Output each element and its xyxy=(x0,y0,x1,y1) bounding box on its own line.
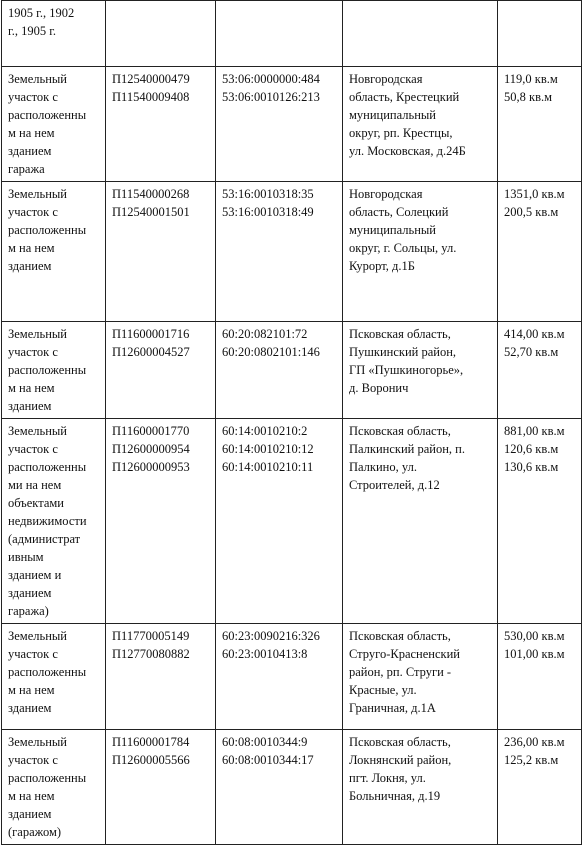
object-name-line: ми на нем xyxy=(8,478,62,492)
object-name-line: ивным xyxy=(8,550,44,564)
address-line: округ, рп. Крестцы, xyxy=(349,126,453,140)
address-line: ГП «Пушкиногорье», xyxy=(349,363,464,377)
object-name-line: зданием xyxy=(8,586,52,600)
cadastral-number-line: 60:20:082101:72 xyxy=(222,327,308,341)
cadastral-number-line: 60:08:0010344:17 xyxy=(222,753,314,767)
area-line: 130,6 кв.м xyxy=(504,460,559,474)
object-name-line: зданием xyxy=(8,807,52,821)
area-line: 200,5 кв.м xyxy=(504,205,559,219)
cadastral-number-cell xyxy=(216,67,343,182)
object-name-line: м на нем xyxy=(8,126,55,140)
object-name-line: участок с xyxy=(8,753,58,767)
object-name-line: м на нем xyxy=(8,381,55,395)
area-line: 52,70 кв.м xyxy=(504,345,559,359)
address-line: область, Солецкий xyxy=(349,205,449,219)
table-row xyxy=(2,419,582,624)
object-name-line: гаража xyxy=(8,162,45,176)
object-name-line: расположенны xyxy=(8,223,87,237)
object-id-cell xyxy=(106,1,216,67)
object-name-line: расположенны xyxy=(8,460,87,474)
address-line: Локнянский район, xyxy=(349,753,452,767)
cadastral-number-line: 60:23:0010413:8 xyxy=(222,647,308,661)
object-name-line: 1905 г., 1902 xyxy=(8,6,75,20)
address-line: ул. Московская, д.24Б xyxy=(349,144,466,158)
cadastral-number-line: 60:23:0090216:326 xyxy=(222,629,320,643)
table-row xyxy=(2,730,582,845)
table-row xyxy=(2,182,582,322)
area-cell xyxy=(498,624,582,730)
object-id-line: П11540000268 xyxy=(112,187,190,201)
area-cell xyxy=(498,322,582,419)
table-row xyxy=(2,322,582,419)
object-name-line: участок с xyxy=(8,647,58,661)
object-name-line: зданием xyxy=(8,144,52,158)
object-name-line: расположенны xyxy=(8,771,87,785)
object-name-line: участок с xyxy=(8,442,58,456)
address-cell xyxy=(343,1,498,67)
address-cell xyxy=(343,624,498,730)
cadastral-number-line: 60:14:0010210:2 xyxy=(222,424,308,438)
address-line: Псковская область, xyxy=(349,424,451,438)
area-cell xyxy=(498,419,582,624)
area-line: 236,00 кв.м xyxy=(504,735,565,749)
address-line: муниципальный xyxy=(349,108,436,122)
object-name-line: зданием xyxy=(8,701,52,715)
cadastral-number-cell xyxy=(216,182,343,322)
object-id-line: П11540009408 xyxy=(112,90,190,104)
object-name-line: недвижимости xyxy=(8,514,87,528)
object-name-line: зданием xyxy=(8,259,52,273)
table-row xyxy=(2,1,582,67)
object-id-line: П12540001501 xyxy=(112,205,190,219)
area-line: 119,0 кв.м xyxy=(504,72,558,86)
object-id-line: П12600000954 xyxy=(112,442,190,456)
area-cell xyxy=(498,1,582,67)
address-line: Струго-Красненский xyxy=(349,647,460,661)
cadastral-number-cell xyxy=(216,322,343,419)
cadastral-number-cell xyxy=(216,1,343,67)
address-line: Курорт, д.1Б xyxy=(349,259,415,273)
area-line: 125,2 кв.м xyxy=(504,753,559,767)
cadastral-number-cell xyxy=(216,624,343,730)
object-name-line: м на нем xyxy=(8,683,55,697)
address-line: Граничная, д.1А xyxy=(349,701,436,715)
area-line: 50,8 кв.м xyxy=(504,90,553,104)
object-name-line: (гаражом) xyxy=(8,825,62,839)
object-name-cell xyxy=(2,624,106,730)
address-line: Пушкинский район, xyxy=(349,345,457,359)
object-id-cell xyxy=(106,182,216,322)
object-id-cell xyxy=(106,419,216,624)
address-line: район, рп. Струги - xyxy=(349,665,452,679)
cadastral-number-line: 60:14:0010210:12 xyxy=(222,442,314,456)
object-name-line: Земельный xyxy=(8,72,67,86)
cadastral-number-line: 53:06:0010126:213 xyxy=(222,90,320,104)
object-name-line: участок с xyxy=(8,205,58,219)
object-id-line: П12770080882 xyxy=(112,647,190,661)
object-id-cell xyxy=(106,67,216,182)
address-line: Строителей, д.12 xyxy=(349,478,440,492)
address-line: пгт. Локня, ул. xyxy=(349,771,426,785)
address-line: Палкино, ул. xyxy=(349,460,417,474)
cadastral-number-line: 60:08:0010344:9 xyxy=(222,735,308,749)
property-table-body xyxy=(2,1,582,845)
object-name-line: Земельный xyxy=(8,735,67,749)
area-line: 101,00 кв.м xyxy=(504,647,565,661)
object-name-line: участок с xyxy=(8,90,58,104)
address-line: Красные, ул. xyxy=(349,683,417,697)
object-id-line: П12600004527 xyxy=(112,345,190,359)
area-line: 881,00 кв.м xyxy=(504,424,565,438)
address-line: д. Воронич xyxy=(349,381,409,395)
address-cell xyxy=(343,419,498,624)
address-cell xyxy=(343,67,498,182)
cadastral-number-line: 53:16:0010318:35 xyxy=(222,187,314,201)
object-name-line: зданием и xyxy=(8,568,62,582)
object-id-cell xyxy=(106,322,216,419)
object-name-line: Земельный xyxy=(8,187,67,201)
cadastral-number-cell xyxy=(216,730,343,845)
object-name-line: г., 1905 г. xyxy=(8,24,57,38)
object-name-line: м на нем xyxy=(8,241,55,255)
cadastral-number-line: 60:14:0010210:11 xyxy=(222,460,314,474)
object-name-line: расположенны xyxy=(8,665,87,679)
object-id-line: П11600001716 xyxy=(112,327,190,341)
object-name-cell xyxy=(2,1,106,67)
address-line: Псковская область, xyxy=(349,629,451,643)
address-line: Новгородская xyxy=(349,187,423,201)
area-cell xyxy=(498,182,582,322)
object-id-cell xyxy=(106,624,216,730)
address-cell xyxy=(343,730,498,845)
object-name-cell xyxy=(2,67,106,182)
address-line: округ, г. Сольцы, ул. xyxy=(349,241,457,255)
object-id-cell xyxy=(106,730,216,845)
object-id-line: П11770005149 xyxy=(112,629,190,643)
object-name-line: гаража) xyxy=(8,604,49,618)
address-cell xyxy=(343,322,498,419)
object-id-line: П12540000479 xyxy=(112,72,190,86)
area-line: 120,6 кв.м xyxy=(504,442,559,456)
address-line: Палкинский район, п. xyxy=(349,442,465,456)
address-line: муниципальный xyxy=(349,223,436,237)
object-id-line: П11600001770 xyxy=(112,424,190,438)
object-name-line: расположенны xyxy=(8,363,87,377)
object-id-line: П12600005566 xyxy=(112,753,190,767)
address-cell xyxy=(343,182,498,322)
address-line: Новгородская xyxy=(349,72,423,86)
address-line: Псковская область, xyxy=(349,327,451,341)
object-name-line: Земельный xyxy=(8,424,67,438)
address-line: область, Крестецкий xyxy=(349,90,460,104)
object-name-line: (администрат xyxy=(8,532,81,546)
object-name-line: Земельный xyxy=(8,629,67,643)
cadastral-number-line: 60:20:0802101:146 xyxy=(222,345,320,359)
object-name-line: м на нем xyxy=(8,789,55,803)
object-name-cell xyxy=(2,322,106,419)
cadastral-number-line: 53:06:0000000:484 xyxy=(222,72,320,86)
area-line: 414,00 кв.м xyxy=(504,327,565,341)
object-id-line: П11600001784 xyxy=(112,735,190,749)
object-name-line: расположенны xyxy=(8,108,87,122)
area-cell xyxy=(498,67,582,182)
table-row xyxy=(2,624,582,730)
cadastral-number-cell xyxy=(216,419,343,624)
area-line: 530,00 кв.м xyxy=(504,629,565,643)
area-line: 1351,0 кв.м xyxy=(504,187,565,201)
object-name-line: Земельный xyxy=(8,327,67,341)
cadastral-number-line: 53:16:0010318:49 xyxy=(222,205,314,219)
object-name-line: участок с xyxy=(8,345,58,359)
object-id-line: П12600000953 xyxy=(112,460,190,474)
object-name-line: объектами xyxy=(8,496,64,510)
address-line: Псковская область, xyxy=(349,735,451,749)
object-name-cell xyxy=(2,419,106,624)
property-table xyxy=(1,0,582,845)
object-name-line: зданием xyxy=(8,399,52,413)
object-name-cell xyxy=(2,182,106,322)
table-row xyxy=(2,67,582,182)
object-name-cell xyxy=(2,730,106,845)
address-line: Больничная, д.19 xyxy=(349,789,441,803)
area-cell xyxy=(498,730,582,845)
